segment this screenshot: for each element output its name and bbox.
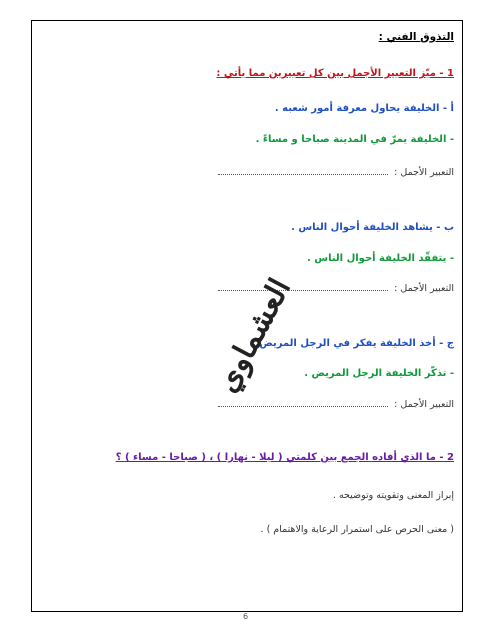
- option-a-2: - الخليفة يمرّ في المدينة صباحا و مساءً .: [255, 134, 454, 145]
- answer-2-line-1: إبراز المعنى وتقويته وتوضيحه .: [332, 490, 454, 501]
- answer-row-b: [218, 282, 454, 294]
- option-c-2: - تذكّر الخليفة الرجل المريض .: [304, 368, 454, 379]
- author-watermark: العشماوي: [209, 272, 298, 399]
- option-b-1: ب - يشاهد الخليفة أحوال الناس .: [291, 222, 454, 233]
- option-b-2: - يتفقّد الخليفة أحوال الناس .: [306, 253, 454, 264]
- answer-row-a: [218, 166, 454, 178]
- answer-blank[interactable]: [218, 282, 388, 291]
- answer-blank[interactable]: [218, 398, 388, 407]
- answer-row-c: [218, 398, 454, 410]
- answer-2-line-2: ( معنى الحرص على استمرار الرعاية والاهتمام ) .: [260, 524, 454, 535]
- section-heading: التذوق الفني :: [378, 31, 454, 43]
- page-number: 6: [243, 612, 249, 621]
- option-c-1: ج - أخذ الخليفة يفكر في الرجل المريض .: [252, 338, 454, 349]
- answer-label: التعبير الأجمل :: [394, 283, 454, 294]
- answer-label: التعبير الأجمل :: [394, 167, 454, 178]
- question-1-title: 1 - ميّز التعبير الأجمل بين كل تعبيرين مما يأتي :: [216, 68, 454, 79]
- answer-label: التعبير الأجمل :: [394, 399, 454, 410]
- answer-blank[interactable]: [218, 166, 388, 175]
- question-2-title: 2 - ما الذي أفاده الجمع بين كلمتي ( ليلا - نهارا ) ، ( صباحا - مساء ) ؟: [115, 452, 454, 463]
- option-a-1: أ - الخليفة يحاول معرفة أمور شعبه .: [274, 103, 454, 114]
